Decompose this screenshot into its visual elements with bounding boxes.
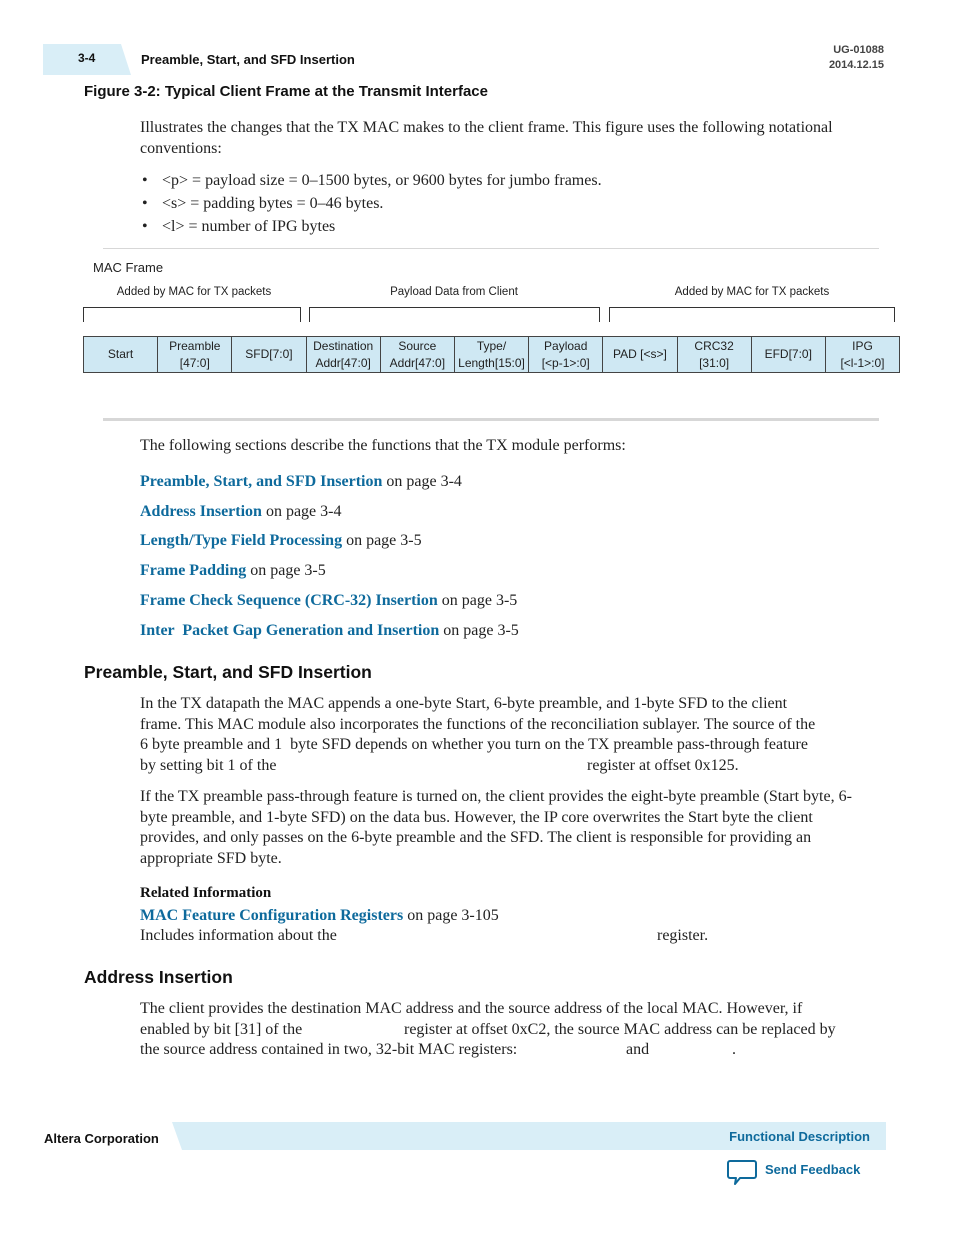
text-fragment: register at offset 0x125. bbox=[587, 756, 739, 774]
preamble-paragraph-2: If the TX preamble pass-through feature is turned on, the client provides the eight-byte preamble (Start byte, 6-byte preamble, and 1-byte SFD) on the data bus. However, the IP core overwrites the Start byte the client provides, and only passes on the 6-byte preamble and the SFD. The client is responsible for providing an appropriate SFD byte. bbox=[140, 788, 852, 867]
page-ref: on page 3-4 bbox=[382, 473, 462, 490]
field-efd: EFD[7:0] bbox=[751, 337, 825, 372]
link-line bbox=[140, 532, 422, 550]
figure-top-rule bbox=[103, 248, 879, 249]
field-payload: Payload [<p-1>:0] bbox=[528, 337, 602, 372]
sections-intro: The following sections describe the functions that the TX module performs: bbox=[140, 437, 626, 454]
related-desc bbox=[140, 927, 875, 948]
page-ref: on page 3-5 bbox=[439, 622, 519, 639]
text-fragment: the source address contained in two, 32-bit MAC registers: bbox=[140, 1041, 518, 1058]
header-section-title: Preamble, Start, and SFD Insertion bbox=[141, 52, 355, 67]
field-ipg: IPG [<l-1>:0] bbox=[825, 337, 899, 372]
field-type-length: Type/ Length[15:0] bbox=[454, 337, 528, 372]
send-feedback-link[interactable]: Send Feedback bbox=[765, 1162, 861, 1177]
list-item: • <l> = number of IPG bytes bbox=[140, 215, 602, 238]
link-frame-padding[interactable]: Frame Padding bbox=[140, 562, 247, 579]
brace-label-client-payload: Payload Data from Client bbox=[390, 286, 518, 298]
brace-label-mac-added-left: Added by MAC for TX packets bbox=[116, 286, 272, 298]
text-fragment: and bbox=[626, 1041, 650, 1058]
convention-list bbox=[140, 169, 602, 238]
field-sfd: SFD[7:0] bbox=[231, 337, 305, 372]
link-address-insertion[interactable]: Address Insertion bbox=[140, 503, 262, 520]
text-line: frame. This MAC module also incorporates the functions of the reconciliation sublayer. The source of the bbox=[140, 715, 816, 733]
link-line bbox=[140, 562, 326, 580]
text-fragment: register. bbox=[657, 927, 709, 944]
link-line bbox=[140, 503, 341, 521]
page-number: 3-4 bbox=[78, 51, 96, 65]
field-pad: PAD [<s>] bbox=[602, 337, 676, 372]
link-mac-feature-config-registers[interactable]: MAC Feature Configuration Registers bbox=[140, 907, 404, 924]
related-link-line bbox=[140, 907, 499, 925]
feedback-icon[interactable] bbox=[727, 1159, 757, 1187]
list-item: • <s> = padding bytes = 0–46 bytes. bbox=[140, 192, 602, 215]
brace-label-mac-added-right: Added by MAC for TX packets bbox=[674, 286, 830, 298]
page-ref: on page 3-4 bbox=[261, 503, 342, 520]
figure-bottom-rule bbox=[103, 418, 879, 421]
link-line bbox=[140, 592, 517, 610]
text-fragment: by setting bit 1 of the bbox=[140, 756, 277, 774]
doc-id-block bbox=[829, 43, 884, 73]
link-length-type-processing[interactable]: Length/Type Field Processing bbox=[140, 532, 343, 549]
text-line bbox=[140, 756, 875, 777]
link-line bbox=[140, 622, 519, 640]
figure-intro: Illustrates the changes that the TX MAC makes to the client frame. This figure uses the following notational conventions: bbox=[140, 119, 833, 157]
text-fragment: enabled by bit [31] of the bbox=[140, 1020, 303, 1038]
text-line bbox=[140, 1040, 875, 1061]
page-ref: on page 3-5 bbox=[437, 592, 518, 609]
text-fragment: Includes information about the bbox=[140, 927, 337, 944]
text-line: 6 byte preamble and 1 byte SFD depends on whether you turn on the TX preamble pass-through feature bbox=[140, 736, 808, 753]
brace-mac-added-left bbox=[83, 307, 301, 322]
field-preamble: Preamble [47:0] bbox=[157, 337, 231, 372]
field-start: Start bbox=[107, 347, 134, 361]
link-preamble-insertion[interactable]: Preamble, Start, and SFD Insertion bbox=[140, 473, 383, 490]
section-heading-preamble: Preamble, Start, and SFD Insertion bbox=[84, 662, 372, 682]
mac-frame-fields bbox=[83, 336, 900, 373]
page-ref: on page 3-5 bbox=[246, 562, 326, 579]
related-info-heading: Related Information bbox=[140, 885, 272, 901]
text-line: The client provides the destination MAC address and the source address of the local MAC. However, if bbox=[140, 1000, 803, 1017]
text-fragment: register at offset 0xC2, the source MAC address can be replaced by bbox=[404, 1020, 836, 1038]
footer-section-link[interactable]: Functional Description bbox=[729, 1129, 870, 1144]
field-crc32: CRC32 [31:0] bbox=[677, 337, 751, 372]
preamble-paragraph-1 bbox=[140, 694, 875, 776]
section-heading-address: Address Insertion bbox=[84, 967, 233, 987]
text-line bbox=[140, 1020, 875, 1041]
text-line: In the TX datapath the MAC appends a one-byte Start, 6-byte preamble, and 1-byte SFD to the client bbox=[140, 695, 788, 712]
list-item: • <p> = payload size = 0–1500 bytes, or 9600 bytes for jumbo frames. bbox=[140, 169, 602, 192]
brace-client-payload bbox=[309, 307, 600, 322]
link-ipg-generation[interactable]: Inter Packet Gap Generation and Insertion bbox=[140, 622, 440, 639]
doc-date: 2014.12.15 bbox=[828, 59, 884, 71]
figure-caption: Figure 3-2: Typical Client Frame at the Transmit Interface bbox=[84, 83, 488, 100]
page-ref: on page 3-5 bbox=[342, 532, 422, 549]
mac-frame-label: MAC Frame bbox=[93, 260, 164, 275]
text-fragment: . bbox=[732, 1041, 736, 1058]
page-ref: on page 3-105 bbox=[403, 907, 499, 924]
brace-mac-added-right bbox=[609, 307, 895, 322]
field-source-addr: Source Addr[47:0] bbox=[380, 337, 454, 372]
footer-company: Altera Corporation bbox=[44, 1131, 159, 1146]
field-destination-addr: Destination Addr[47:0] bbox=[306, 337, 380, 372]
link-line bbox=[140, 473, 462, 491]
link-crc32-insertion[interactable]: Frame Check Sequence (CRC-32) Insertion bbox=[140, 592, 438, 609]
address-paragraph bbox=[140, 999, 875, 1061]
doc-id: UG-01088 bbox=[833, 44, 884, 56]
